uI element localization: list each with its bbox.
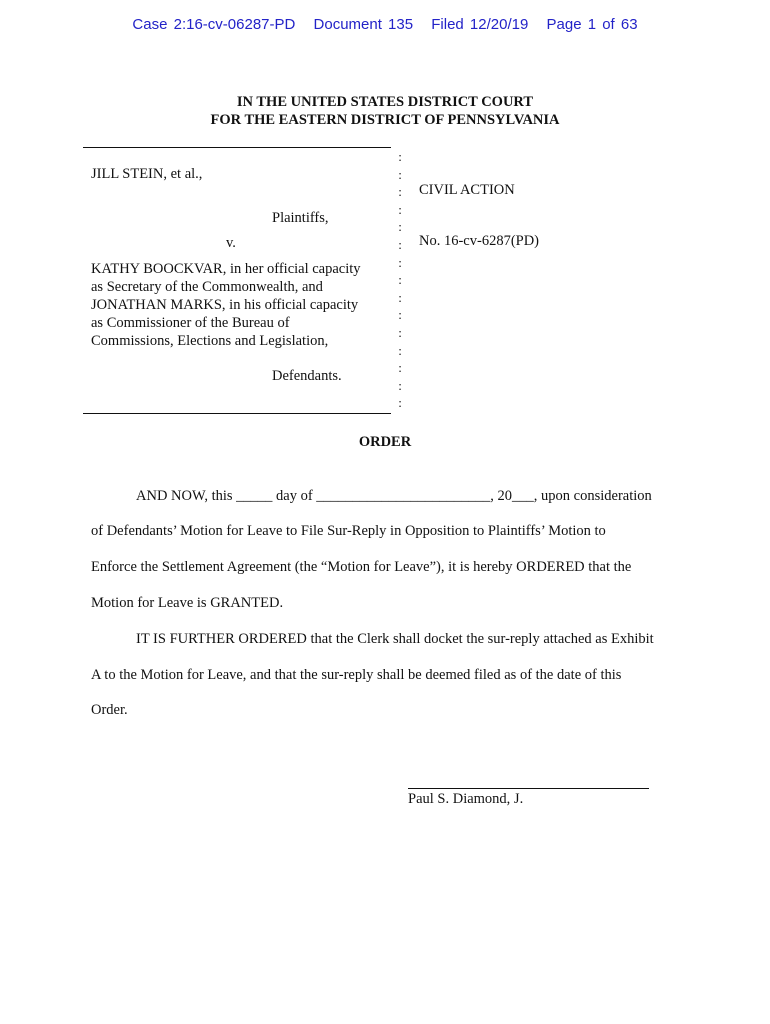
caption-colon: : bbox=[398, 219, 402, 235]
court-title-line1: IN THE UNITED STATES DISTRICT COURT bbox=[236, 94, 534, 110]
caption-colon: : bbox=[398, 289, 402, 305]
judge-name: Paul S. Diamond, J. bbox=[408, 791, 524, 807]
defendants-line: as Commissioner of the Bureau of bbox=[91, 315, 290, 331]
caption-colon: : bbox=[398, 325, 402, 340]
caption-colon: : bbox=[398, 201, 402, 217]
order-title: ORDER bbox=[358, 434, 412, 450]
defendants-line: JONATHAN MARKS, in his official capacity bbox=[91, 297, 359, 313]
order-line: Order. bbox=[91, 702, 128, 718]
caption-colon: : bbox=[398, 149, 402, 164]
signature-line bbox=[408, 788, 649, 789]
defendants-line: KATHY BOOCKVAR, in her official capacity bbox=[91, 261, 361, 277]
case-number: No. 16-cv-6287(PD) bbox=[419, 233, 540, 249]
ecf-document-number: Document 135 bbox=[313, 16, 414, 33]
order-line: Motion for Leave is GRANTED. bbox=[91, 595, 284, 611]
caption-colon: : bbox=[398, 254, 402, 270]
defendants-line: as Secretary of the Commonwealth, and bbox=[91, 279, 323, 295]
caption-colon: : bbox=[398, 237, 402, 252]
order-line: IT IS FURTHER ORDERED that the Clerk shall docket the sur-reply attached as Exhibit bbox=[136, 631, 654, 647]
defendants-block bbox=[91, 260, 361, 350]
caption-colon: : bbox=[398, 166, 402, 182]
ecf-case-number: Case 2:16-cv-06287-PD bbox=[132, 16, 296, 33]
plaintiff-name: JILL STEIN, et al., bbox=[91, 166, 203, 182]
ecf-header bbox=[0, 16, 770, 33]
caption-colon: : bbox=[398, 360, 402, 376]
ecf-page-indicator: Page 1 of 63 bbox=[546, 16, 638, 33]
defendants-line: Commissions, Elections and Legislation, bbox=[91, 333, 329, 349]
caption-colon: : bbox=[398, 307, 402, 323]
civil-action-label: CIVIL ACTION bbox=[419, 182, 515, 198]
court-title-line2: FOR THE EASTERN DISTRICT OF PENNSYLVANIA bbox=[210, 112, 560, 128]
caption-colon: : bbox=[398, 184, 402, 200]
plaintiffs-role: Plaintiffs, bbox=[272, 210, 329, 226]
caption-colon: : bbox=[398, 342, 402, 358]
caption-colon: : bbox=[398, 395, 402, 411]
caption-colon: : bbox=[398, 377, 402, 393]
defendants-role: Defendants. bbox=[272, 368, 342, 384]
order-line: Enforce the Settlement Agreement (the “Motion for Leave”), it is hereby ORDERED that the bbox=[91, 559, 632, 575]
order-line: AND NOW, this _____ day of ________________________, 20___, upon consideration bbox=[136, 488, 652, 504]
ecf-filed-date: Filed 12/20/19 bbox=[431, 16, 529, 33]
caption-top-rule bbox=[83, 147, 391, 148]
order-line: of Defendants’ Motion for Leave to File Sur-Reply in Opposition to Plaintiffs’ Motion to bbox=[91, 523, 606, 539]
versus: v. bbox=[226, 235, 236, 251]
caption-bottom-rule bbox=[83, 413, 391, 414]
caption-colon: : bbox=[398, 272, 402, 288]
order-line: A to the Motion for Leave, and that the sur-reply shall be deemed filed as of the date of this bbox=[91, 667, 622, 683]
